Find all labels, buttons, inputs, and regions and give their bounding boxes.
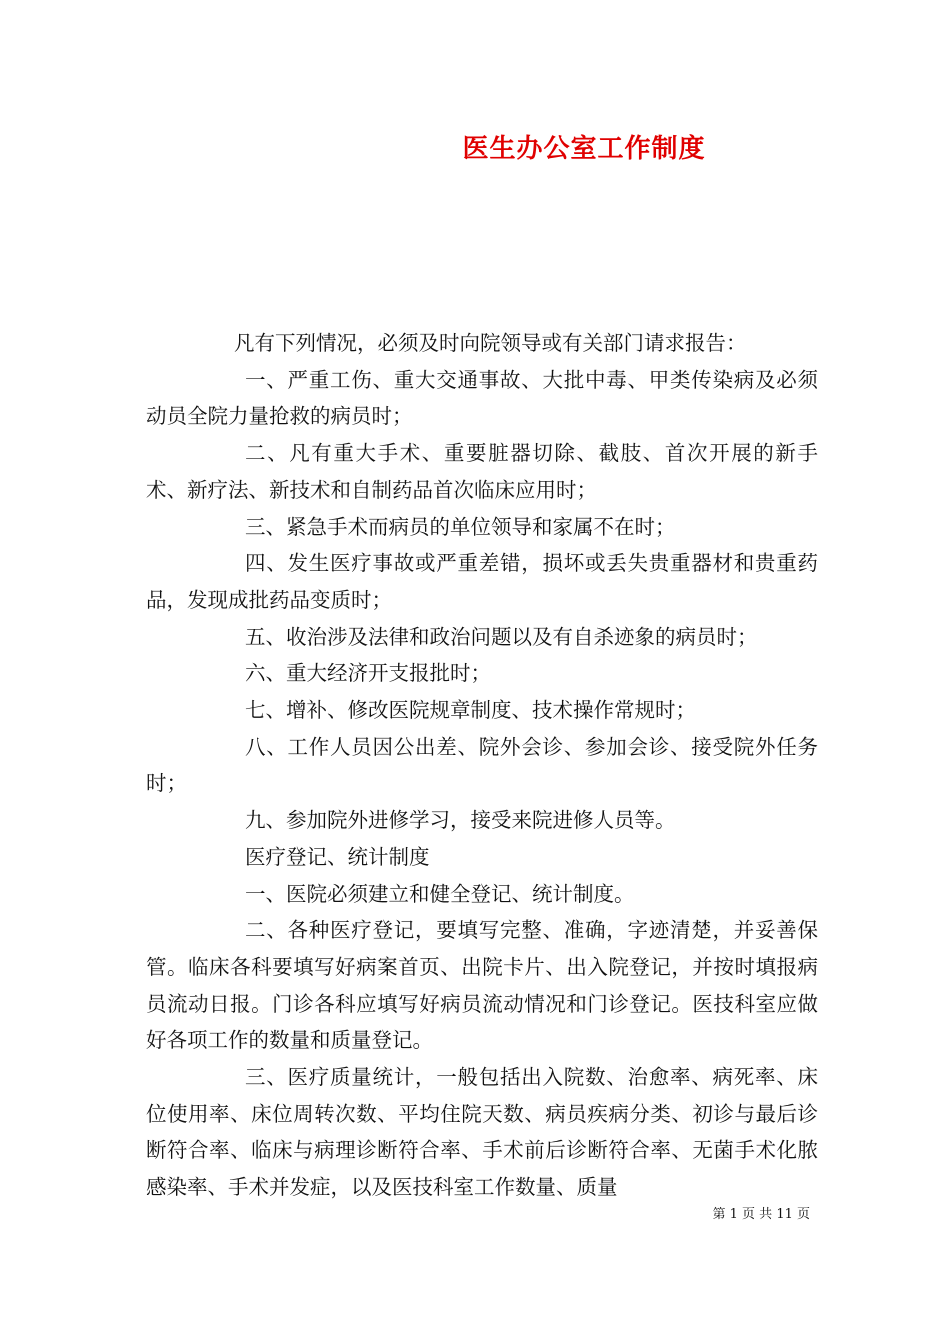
paragraph-intro: 凡有下列情况，必须及时向院领导或有关部门请求报告： bbox=[234, 331, 747, 355]
paragraph-item-6: 六、重大经济开支报批时； bbox=[245, 661, 491, 686]
paragraph-item-7: 七、增补、修改医院规章制度、技术操作常规时； bbox=[245, 698, 696, 723]
paragraph-stat-2: 二、各种医疗登记，要填写完整、准确，字迹清楚，并妥善保管。临床各科要填写好病案首页、出院卡片、出入院登记，并按时填报病员流动日报。门诊各科应填写好病员流动情况和门诊登记。医技科室应做好各项工作的数量和质量登记。 bbox=[146, 918, 818, 1053]
paragraph-item-1: 一、严重工伤、重大交通事故、大批中毒、甲类传染病及必须动员全院力量抢救的病员时； bbox=[146, 367, 818, 429]
document-title: 医生办公室工作制度 bbox=[462, 134, 706, 164]
paragraph-item-2: 二、凡有重大手术、重要脏器切除、截肢、首次开展的新手术、新疗法、新技术和自制药品首次临床应用时； bbox=[146, 441, 818, 502]
paragraph-item-5: 五、收治涉及法律和政治问题以及有自杀迹象的病员时； bbox=[245, 624, 758, 649]
page-number-footer: 第 1 页 共 11 页 bbox=[712, 1207, 810, 1222]
paragraph-stat-3: 三、医疗质量统计，一般包括出入院数、治愈率、病死率、床位使用率、床位周转次数、平均住院天数、病员疾病分类、初诊与最后诊断符合率、临床与病理诊断符合率、手术前后诊断符合率、无菌手术化脓感染率、手术并发症，以及医技科室工作数量、质量 bbox=[146, 1065, 818, 1200]
section-heading: 医疗登记、统计制度 bbox=[245, 844, 430, 869]
paragraph-item-4: 四、发生医疗事故或严重差错，损坏或丢失贵重器材和贵重药品，发现成批药品变质时； bbox=[146, 551, 818, 612]
paragraph-item-8: 八、工作人员因公出差、院外会诊、参加会诊、接受院外任务时； bbox=[146, 734, 818, 796]
document-body bbox=[146, 325, 818, 1206]
paragraph-item-9: 九、参加院外进修学习，接受来院进修人员等。 bbox=[245, 808, 676, 833]
paragraph-item-3: 三、紧急手术而病员的单位领导和家属不在时； bbox=[245, 514, 676, 539]
paragraph-stat-1: 一、医院必须建立和健全登记、统计制度。 bbox=[245, 881, 635, 906]
